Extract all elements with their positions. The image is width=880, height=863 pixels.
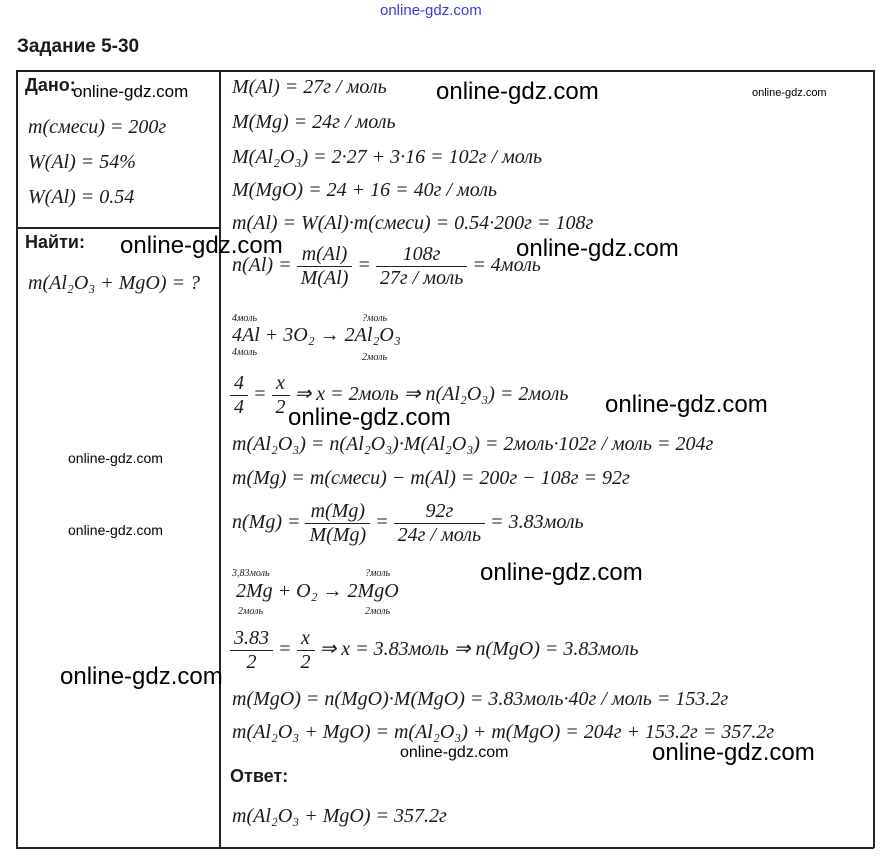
given-header: Дано:: [25, 75, 76, 95]
given-line-mass-fraction: W(Al) = 0.54: [28, 186, 135, 208]
proportion2-rhs: ⇒ x = 3.83моль ⇒ n(MgO) = 3.83моль: [319, 638, 639, 661]
equals-sign: =: [375, 511, 389, 534]
solution-total-mass: m(Al₂O₃ + MgO) = m(Al₂O₃) + m(MgO) = 204г + 153.2г = 357.2г: [232, 721, 775, 743]
fraction-numerator: x: [297, 627, 315, 651]
moles-al-rhs: = 4моль: [472, 254, 541, 277]
moles-mg-fraction-1: [305, 500, 370, 547]
column-divider: [219, 70, 221, 848]
moles-mg-rhs: = 3.83моль: [490, 511, 584, 534]
watermark: online-gdz.com: [652, 739, 815, 766]
watermark: online-gdz.com: [68, 522, 163, 538]
solution-moles-mg: [232, 500, 584, 547]
watermark: online-gdz.com: [400, 744, 509, 761]
watermark: online-gdz.com: [516, 235, 679, 262]
fraction-denominator: 4: [234, 396, 244, 418]
equals-sign: =: [253, 383, 267, 406]
equals-sign: =: [357, 254, 371, 277]
fraction-numerator: 3.83: [230, 627, 273, 651]
reaction2-equation: 2Mg + O₂ → 2MgO: [236, 580, 399, 602]
watermark: online-gdz.com: [288, 404, 451, 431]
fraction-denominator: M(Mg): [309, 524, 367, 546]
reaction1-above-right: ?моль: [362, 313, 388, 324]
solution-mass-mg: m(Mg) = m(смеси) − m(Al) = 200г − 108г = 92г: [232, 467, 630, 489]
moles-mg-lhs: n(Mg) =: [232, 511, 301, 534]
watermark: online-gdz.com: [60, 663, 223, 690]
watermark: online-gdz.com: [120, 232, 283, 259]
table-bottom-border: [16, 847, 874, 849]
find-line: m(Al₂O₃ + MgO) = ?: [28, 272, 200, 294]
watermark: online-gdz.com: [436, 78, 599, 105]
watermark: online-gdz.com: [605, 391, 768, 418]
watermark: online-gdz.com: [68, 450, 163, 466]
given-line-mass-fraction-percent: W(Al) = 54%: [28, 151, 136, 173]
reaction1-below-left: 4моль: [232, 347, 258, 358]
reaction2-below-right: 2моль: [365, 606, 391, 617]
proportion2-fraction-2: [297, 627, 315, 674]
solution-molar-mass-mgo: M(MgO) = 24 + 16 = 40г / моль: [232, 179, 498, 201]
solution-molar-mass-al2o3: M(Al₂O₃) = 2·27 + 3·16 = 102г / моль: [232, 146, 543, 168]
proportion1-fraction-2: [272, 372, 290, 419]
find-header: Найти:: [25, 232, 85, 252]
fraction-numerator: x: [272, 372, 290, 396]
given-find-divider: [16, 227, 220, 229]
reaction2-above-left: 3,83моль: [232, 568, 270, 579]
reaction1-above-left: 4моль: [232, 313, 258, 324]
fraction-denominator: 27г / моль: [379, 267, 464, 289]
solution-mass-mgo: m(MgO) = n(MgO)·M(MgO) = 3.83моль·40г / моль = 153.2г: [232, 688, 729, 710]
proportion2-fraction-1: [230, 627, 273, 674]
fraction-numerator: m(Mg): [305, 500, 370, 524]
task-title: Задание 5-30: [17, 36, 140, 57]
fraction-denominator: M(Al): [300, 267, 349, 289]
proportion1-fraction-1: [230, 372, 248, 419]
fraction-numerator: 92г: [394, 500, 485, 524]
moles-mg-fraction-2: [394, 500, 485, 547]
reaction2-above-right: ?моль: [365, 568, 391, 579]
fraction-numerator: 108г: [376, 243, 467, 267]
proportion1-rhs: ⇒ x = 2моль ⇒ n(Al₂O₃) = 2моль: [294, 383, 569, 406]
solution-mass-al2o3: m(Al₂O₃) = n(Al₂O₃)·M(Al₂O₃) = 2моль·102г / моль = 204г: [232, 433, 714, 455]
fraction-denominator: 24г / моль: [397, 524, 482, 546]
moles-al-fraction-2: [376, 243, 467, 290]
solution-molar-mass-mg: M(Mg) = 24г / моль: [232, 111, 396, 133]
watermark: online-gdz.com: [73, 82, 189, 101]
fraction-numerator: 4: [230, 372, 248, 396]
reaction1-below-right: 2моль: [362, 352, 388, 363]
watermark: online-gdz.com: [480, 559, 643, 586]
solution-proportion-2: [230, 627, 638, 674]
solution-mass-al: m(Al) = W(Al)·m(смеси) = 0.54·200г = 108г: [232, 212, 594, 234]
fraction-denominator: 2: [275, 396, 286, 418]
table-right-border: [873, 70, 875, 848]
given-line-mixture-mass: m(смеси) = 200г: [28, 116, 167, 138]
solution-molar-mass-al: M(Al) = 27г / моль: [232, 76, 387, 98]
fraction-numerator: m(Al): [297, 243, 353, 267]
moles-al-fraction-1: [297, 243, 353, 290]
table-top-border: [16, 70, 874, 72]
fraction-denominator: 2: [300, 651, 311, 673]
reaction2-below-left: 2моль: [238, 606, 264, 617]
equals-sign: =: [278, 638, 292, 661]
answer-line: m(Al₂O₃ + MgO) = 357.2г: [232, 805, 447, 827]
site-link[interactable]: online-gdz.com: [380, 2, 482, 19]
fraction-denominator: 2: [246, 651, 257, 673]
answer-header: Ответ:: [230, 766, 289, 786]
watermark: online-gdz.com: [752, 87, 827, 99]
reaction1-equation: 4Al + 3O₂ → 2Al₂O₃: [232, 324, 401, 346]
table-left-border: [16, 70, 18, 848]
moles-al-lhs: n(Al) =: [232, 254, 292, 277]
